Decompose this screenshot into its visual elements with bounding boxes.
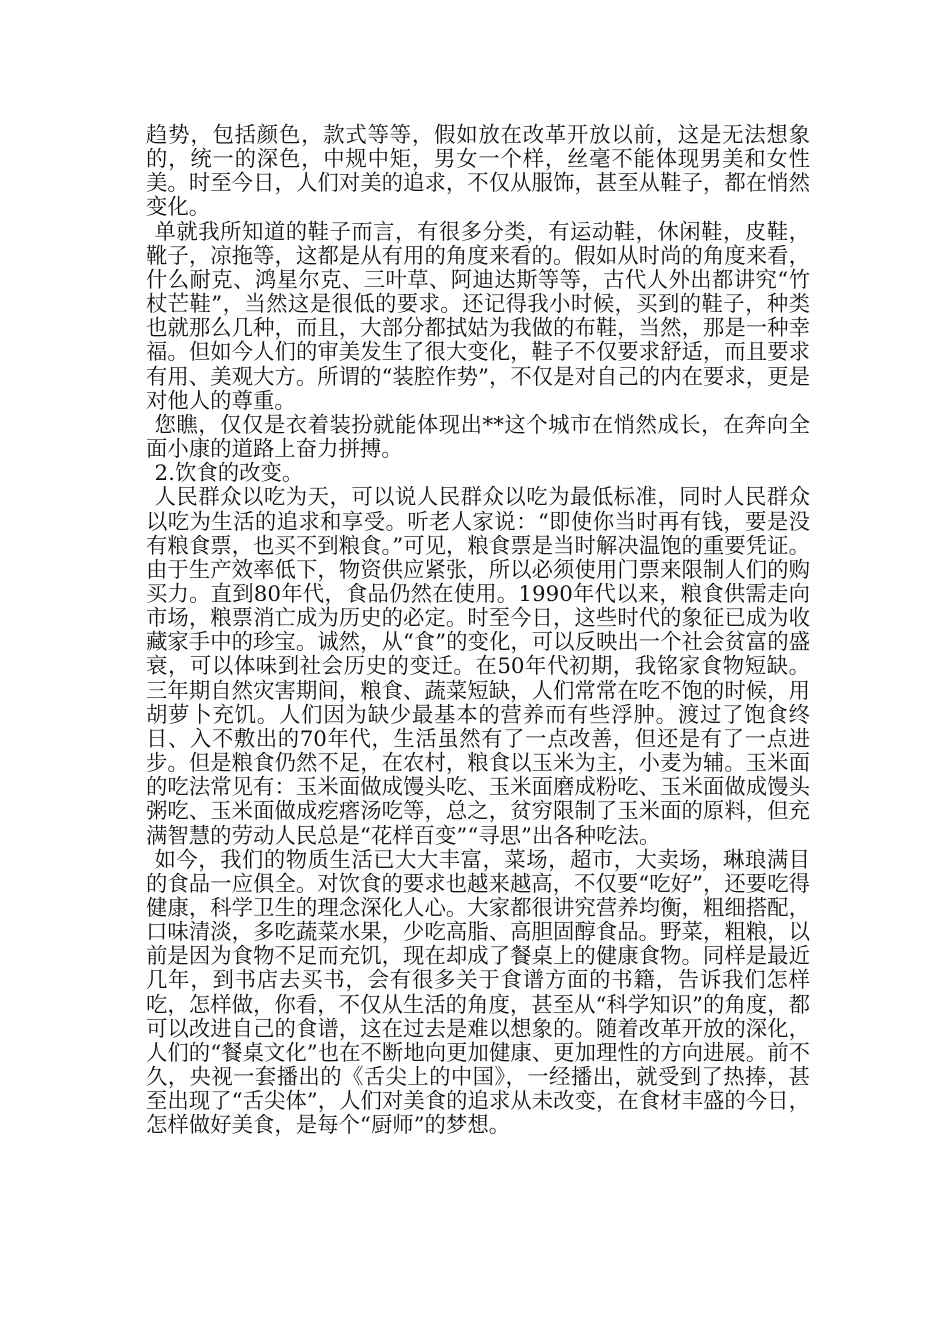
- section-heading-diet-change: 2.饮食的改变。: [154, 461, 304, 487]
- paragraph-food-today: 如今，我们的物质生活已大大丰富，菜场，超市，大卖场，琳琅满目的食品一应俱全。对饮食的要求也越来越高，不仅要“吃好”，还要吃得健康，科学卫生的理念深化人心。大家都很讲究营养均衡，粗细搭配，口味清淡，多吃蔬菜水果，少吃高脂、高胆固醇食品。野菜，粗粮，以前是因为食物不足而充饥，现在却成了餐桌上的健康食物。同样是最近几年，到书店去买书，会有很多关于食谱方面的书籍，告诉我们怎样吃，怎样做，你看，不仅从生活的角度，甚至从“科学知识”的角度，都可以改进自己的食谱，这在过去是难以想象的。随着改革开放的深化，人们的“餐桌文化”也在不断地向更加健康、更加理性的方向进展。前不久，央视一套播出的《舌尖上的中国》，一经播出，就受到了热捧，甚至出现了“舌尖体”，人们对美食的追求从未改变，在食材丰盛的今日，怎样做好美食，是每个“厨师”的梦想。: [146, 847, 810, 1139]
- paragraph-shoes: 单就我所知道的鞋子而言，有很多分类，有运动鞋，休闲鞋，皮鞋，靴子，凉拖等，这都是从有用的角度来看的。假如从时尚的角度来看，什么耐克、鸿星尔克、三叶草、阿迪达斯等等，古代人外出都讲究“竹杖芒鞋”，当然这是很低的要求。还记得我小时候，买到的鞋子，种类也就那么几种，而且，大部分都拭姑为我做的布鞋，当然，那是一种幸福。但如今人们的审美发生了很大变化，鞋子不仅要求舒适，而且要求有用、美观大方。所谓的“装腔作势”，不仅是对自己的内在要求，更是对他人的尊重。: [146, 219, 810, 414]
- paragraph-food-history: 人民群众以吃为天，可以说人民群众以吃为最低标准，同时人民群众以吃为生活的追求和享受。听老人家说：“即使你当时再有钱，要是没有粮食票，也买不到粮食。”可见，粮食票是当时解决温饱的重要凭证。由于生产效率低下，物资供应紧张，所以必须使用门票来限制人们的购买力。直到80年代，食品仍然在使用。1990年代以来，粮食供需走向市场，粮票消亡成为历史的必定。时至今日，这些时代的象征已成为收藏家手中的珍宝。诚然，从“食”的变化，可以反映出一个社会贫富的盛衰，可以体味到社会历史的变迁。在50年代初期，我铭家食物短缺。三年期自然灾害期间，粮食、蔬菜短缺，人们常常在吃不饱的时候，用胡萝卜充饥。人们因为缺少最基本的营养而有些浮肿。渡过了饱食终日、入不敷出的70年代，生活虽然有了一点改善，但还是有了一点进步。但是粮食仍然不足，在农村，粮食以玉米为主，小麦为辅。玉米面的吃法常见有：玉米面做成馒头吃、玉米面磨成粉吃、玉米面做成馒头粥吃、玉米面做成疙瘩汤吃等，总之，贫穷限制了玉米面的原料，但充满智慧的劳动人民总是“花样百变”“寻思”出各种吃法。: [146, 485, 810, 849]
- document-body: [146, 124, 810, 1139]
- paragraph-city-growth: 您瞧，仅仅是衣着装扮就能体现出**这个城市在悄然成长，在奔向全面小康的道路上奋力拼搏。: [146, 412, 810, 463]
- paragraph-fashion-trend: 趋势，包括颜色，款式等等，假如放在改革开放以前，这是无法想象的，统一的深色，中规中矩，男女一个样，丝毫不能体现男美和女性美。时至今日，人们对美的追求，不仅从服饰，甚至从鞋子，都在悄然变化。: [146, 123, 810, 221]
